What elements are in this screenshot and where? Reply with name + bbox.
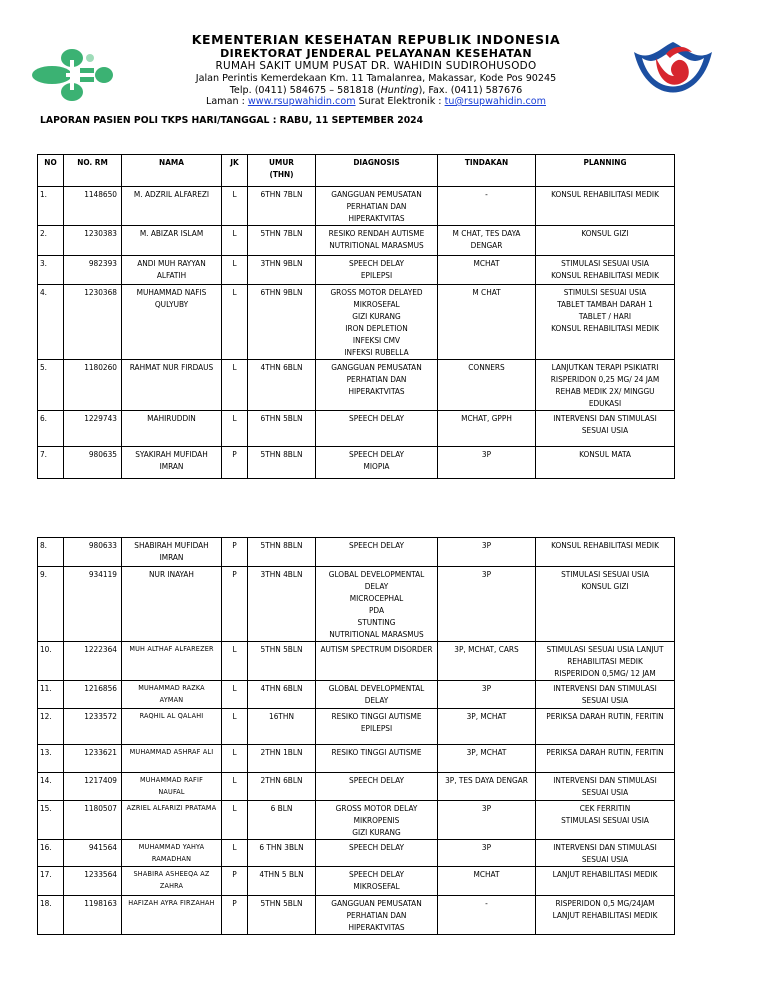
cell-no: 12. (38, 709, 64, 745)
letterhead (30, 30, 720, 110)
table-row (38, 709, 675, 745)
table-header-row (38, 155, 675, 187)
cell-diagnosis: RESIKO TINGGI AUTISME (316, 745, 438, 773)
cell-jk: L (222, 773, 248, 801)
cell-no: 1. (38, 187, 64, 226)
cell-jk: L (222, 745, 248, 773)
header-jk: JK (222, 155, 248, 187)
header-umur: UMUR (THN) (248, 155, 316, 187)
cell-jk: L (222, 709, 248, 745)
header-tindakan: TINDAKAN (438, 155, 536, 187)
cell-rm: 1229743 (64, 411, 122, 447)
cell-jk: L (222, 411, 248, 447)
cell-no: 13. (38, 745, 64, 773)
cell-umur: 6THN 9BLN (248, 285, 316, 360)
table-row (38, 896, 675, 935)
cell-planning: INTERVENSI DAN STIMULASI SESUAI USIA (536, 411, 675, 447)
cell-no: 18. (38, 896, 64, 935)
cell-nama: ANDI MUH RAYYAN ALFATIH (122, 256, 222, 285)
cell-rm: 1217409 (64, 773, 122, 801)
cell-diagnosis: GANGGUAN PEMUSATAN PERHATIAN DAN HIPERAKTVITAS (316, 896, 438, 935)
cell-jk: L (222, 681, 248, 709)
cell-umur: 2THN 6BLN (248, 773, 316, 801)
cell-nama: NUR INAYAH (122, 567, 222, 642)
cell-rm: 1233564 (64, 867, 122, 896)
cell-umur: 5THN 8BLN (248, 538, 316, 567)
cell-diagnosis: SPEECH DELAY MIOPIA (316, 447, 438, 479)
email-link[interactable]: tu@rsupwahidin.com (444, 96, 546, 107)
table-row (38, 360, 675, 411)
cell-diagnosis: GANGGUAN PEMUSATAN PERHATIAN DAN HIPERAKTVITAS (316, 187, 438, 226)
cell-umur: 6THN 5BLN (248, 411, 316, 447)
cell-rm: 1148650 (64, 187, 122, 226)
cell-umur: 3THN 4BLN (248, 567, 316, 642)
cell-nama: MAHIRUDDIN (122, 411, 222, 447)
cell-diagnosis: GLOBAL DEVELOPMENTAL DELAY MICROCEPHAL PDA STUNTING NUTRITIONAL MARASMUS (316, 567, 438, 642)
table-row (38, 447, 675, 479)
cell-rm: 980633 (64, 538, 122, 567)
cell-no: 3. (38, 256, 64, 285)
cell-diagnosis: SPEECH DELAY EPILEPSI (316, 256, 438, 285)
cell-diagnosis: GROSS MOTOR DELAY MIKROPENIS GIZI KURANG (316, 801, 438, 840)
cell-diagnosis: SPEECH DELAY MIKROSEFAL (316, 867, 438, 896)
cell-diagnosis: RESIKO RENDAH AUTISME NUTRITIONAL MARASMUS (316, 226, 438, 256)
cell-no: 11. (38, 681, 64, 709)
cell-planning: KONSUL GIZI (536, 226, 675, 256)
cell-planning: STIMULASI SESUAI USIA LANJUT REHABILITASI MEDIK RISPERIDON 0,5MG/ 12 JAM (536, 642, 675, 681)
cell-no: 14. (38, 773, 64, 801)
cell-nama: MUHAMMAD RAZKA AYMAN (122, 681, 222, 709)
cell-jk: L (222, 256, 248, 285)
cell-diagnosis: GLOBAL DEVELOPMENTAL DELAY (316, 681, 438, 709)
cell-no: 10. (38, 642, 64, 681)
cell-diagnosis: GROSS MOTOR DELAYED MIKROSEFAL GIZI KURANG IRON DEPLETION INFEKSI CMV INFEKSI RUBELLA (316, 285, 438, 360)
header-planning: PLANNING (536, 155, 675, 187)
cell-no: 15. (38, 801, 64, 840)
table-row (38, 567, 675, 642)
cell-planning: KONSUL REHABILITASI MEDIK (536, 538, 675, 567)
cell-umur: 5THN 5BLN (248, 642, 316, 681)
hospital-web: Laman : www.rsupwahidin.com Surat Elektronik : tu@rsupwahidin.com (206, 96, 546, 107)
cell-tindakan: 3P (438, 840, 536, 867)
cell-umur: 5THN 5BLN (248, 896, 316, 935)
cell-umur: 5THN 8BLN (248, 447, 316, 479)
cell-jk: L (222, 226, 248, 256)
directorate-name: DIREKTORAT JENDERAL PELAYANAN KESEHATAN (220, 47, 532, 60)
cell-planning: INTERVENSI DAN STIMULASI SESUAI USIA (536, 681, 675, 709)
cell-nama: SHABIRAH MUFIDAH IMRAN (122, 538, 222, 567)
cell-jk: P (222, 447, 248, 479)
cell-tindakan: 3P, MCHAT, CARS (438, 642, 536, 681)
cell-rm: 1230383 (64, 226, 122, 256)
cell-tindakan: - (438, 896, 536, 935)
kemenkes-logo-icon (30, 46, 114, 104)
cell-tindakan: 3P, MCHAT (438, 745, 536, 773)
cell-tindakan: MCHAT, GPPH (438, 411, 536, 447)
hospital-logo-icon (626, 36, 720, 110)
cell-jk: P (222, 567, 248, 642)
cell-tindakan: CONNERS (438, 360, 536, 411)
table-row (38, 745, 675, 773)
patient-table-part-2 (37, 537, 675, 935)
cell-tindakan: 3P (438, 681, 536, 709)
cell-jk: P (222, 867, 248, 896)
table-row (38, 187, 675, 226)
cell-nama: RAQHIL AL QALAHI (122, 709, 222, 745)
cell-no: 2. (38, 226, 64, 256)
cell-umur: 6THN 7BLN (248, 187, 316, 226)
cell-nama: MUHAMMAD YAHYA RAMADHAN (122, 840, 222, 867)
cell-no: 5. (38, 360, 64, 411)
cell-planning: CEK FERRITIN STIMULASI SESUAI USIA (536, 801, 675, 840)
cell-jk: L (222, 285, 248, 360)
cell-nama: M. ADZRIL ALFAREZI (122, 187, 222, 226)
cell-umur: 4THN 6BLN (248, 360, 316, 411)
cell-no: 17. (38, 867, 64, 896)
header-rm: NO. RM (64, 155, 122, 187)
cell-umur: 6 BLN (248, 801, 316, 840)
cell-nama: MUH ALTHAF ALFAREZER (122, 642, 222, 681)
cell-planning: INTERVENSI DAN STIMULASI SESUAI USIA (536, 773, 675, 801)
cell-tindakan: 3P, TES DAYA DENGAR (438, 773, 536, 801)
cell-nama: MUHAMMAD ASHRAF ALI (122, 745, 222, 773)
cell-jk: P (222, 538, 248, 567)
cell-diagnosis: SPEECH DELAY (316, 840, 438, 867)
cell-rm: 1233621 (64, 745, 122, 773)
cell-rm: 1230368 (64, 285, 122, 360)
cell-rm: 941564 (64, 840, 122, 867)
cell-jk: L (222, 360, 248, 411)
cell-no: 16. (38, 840, 64, 867)
cell-rm: 1216856 (64, 681, 122, 709)
cell-tindakan: 3P (438, 801, 536, 840)
cell-nama: SHABIRA ASHEEQA AZ ZAHRA (122, 867, 222, 896)
cell-no: 7. (38, 447, 64, 479)
website-link[interactable]: www.rsupwahidin.com (247, 96, 356, 107)
cell-diagnosis: SPEECH DELAY (316, 411, 438, 447)
cell-no: 4. (38, 285, 64, 360)
cell-rm: 1222364 (64, 642, 122, 681)
cell-planning: KONSUL REHABILITASI MEDIK (536, 187, 675, 226)
cell-rm: 1233572 (64, 709, 122, 745)
cell-tindakan: M CHAT (438, 285, 536, 360)
cell-tindakan: MCHAT (438, 256, 536, 285)
cell-planning: PERIKSA DARAH RUTIN, FERITIN (536, 745, 675, 773)
cell-umur: 4THN 5 BLN (248, 867, 316, 896)
table-row (38, 801, 675, 840)
patient-table-part-1 (37, 154, 675, 479)
table-row (38, 681, 675, 709)
hospital-name: RUMAH SAKIT UMUM PUSAT DR. WAHIDIN SUDIROHUSODO (215, 60, 537, 72)
cell-diagnosis: GANGGUAN PEMUSATAN PERHATIAN DAN HIPERAKTVITAS (316, 360, 438, 411)
cell-nama: SYAKIRAH MUFIDAH IMRAN (122, 447, 222, 479)
cell-umur: 5THN 7BLN (248, 226, 316, 256)
cell-planning: STIMULASI SESUAI USIA KONSUL REHABILITASI MEDIK (536, 256, 675, 285)
cell-no: 9. (38, 567, 64, 642)
cell-jk: L (222, 642, 248, 681)
cell-umur: 3THN 9BLN (248, 256, 316, 285)
cell-umur: 4THN 6BLN (248, 681, 316, 709)
cell-jk: L (222, 840, 248, 867)
cell-planning: STIMULSI SESUAI USIA TABLET TAMBAH DARAH 1 TABLET / HARI KONSUL REHABILITASI MEDIK (536, 285, 675, 360)
hospital-address: Jalan Perintis Kemerdekaan Km. 11 Tamalanrea, Makassar, Kode Pos 90245 (195, 73, 557, 84)
cell-tindakan: 3P (438, 567, 536, 642)
cell-planning: INTERVENSI DAN STIMULASI SESUAI USIA (536, 840, 675, 867)
cell-rm: 1180260 (64, 360, 122, 411)
cell-no: 8. (38, 538, 64, 567)
hospital-phone: Telp. (0411) 584675 – 581818 (Hunting), Fax. (0411) 587676 (229, 84, 523, 96)
cell-rm: 982393 (64, 256, 122, 285)
cell-rm: 980635 (64, 447, 122, 479)
header-nama: NAMA (122, 155, 222, 187)
letterhead-text (126, 32, 626, 108)
cell-diagnosis: RESIKO TINGGI AUTISME EPILEPSI (316, 709, 438, 745)
ministry-name: KEMENTERIAN KESEHATAN REPUBLIK INDONESIA (191, 32, 561, 47)
report-title: LAPORAN PASIEN POLI TKPS HARI/TANGGAL : RABU, 11 SEPTEMBER 2024 (40, 115, 424, 126)
cell-tindakan: MCHAT (438, 867, 536, 896)
table-row (38, 538, 675, 567)
cell-diagnosis: SPEECH DELAY (316, 773, 438, 801)
table-row (38, 411, 675, 447)
cell-nama: M. ABIZAR ISLAM (122, 226, 222, 256)
cell-rm: 1198163 (64, 896, 122, 935)
cell-planning: LANJUTKAN TERAPI PSIKIATRI RISPERIDON 0,25 MG/ 24 JAM REHAB MEDIK 2X/ MINGGU EDUKASI (536, 360, 675, 411)
cell-rm: 934119 (64, 567, 122, 642)
cell-planning: STIMULASI SESUAI USIA KONSUL GIZI (536, 567, 675, 642)
cell-nama: HAFIZAH AYRA FIRZAHAH (122, 896, 222, 935)
cell-planning: PERIKSA DARAH RUTIN, FERITIN (536, 709, 675, 745)
cell-tindakan: M CHAT, TES DAYA DENGAR (438, 226, 536, 256)
table-row (38, 867, 675, 896)
table-row (38, 226, 675, 256)
cell-tindakan: - (438, 187, 536, 226)
cell-tindakan: 3P, MCHAT (438, 709, 536, 745)
cell-no: 6. (38, 411, 64, 447)
table-row (38, 285, 675, 360)
table-row (38, 840, 675, 867)
cell-umur: 6 THN 3BLN (248, 840, 316, 867)
table-row (38, 773, 675, 801)
cell-tindakan: 3P (438, 538, 536, 567)
cell-umur: 16THN (248, 709, 316, 745)
cell-nama: AZRIEL ALFARIZI PRATAMA (122, 801, 222, 840)
cell-rm: 1180507 (64, 801, 122, 840)
header-no: NO (38, 155, 64, 187)
cell-tindakan: 3P (438, 447, 536, 479)
cell-nama: RAHMAT NUR FIRDAUS (122, 360, 222, 411)
cell-planning: RISPERIDON 0,5 MG/24JAM LANJUT REHABILITASI MEDIK (536, 896, 675, 935)
cell-diagnosis: SPEECH DELAY (316, 538, 438, 567)
table-row (38, 256, 675, 285)
cell-jk: P (222, 896, 248, 935)
cell-umur: 2THN 1BLN (248, 745, 316, 773)
header-diagnosis: DIAGNOSIS (316, 155, 438, 187)
cell-jk: L (222, 801, 248, 840)
cell-planning: KONSUL MATA (536, 447, 675, 479)
cell-diagnosis: AUTISM SPECTRUM DISORDER (316, 642, 438, 681)
table-row (38, 642, 675, 681)
cell-planning: LANJUT REHABILITASI MEDIK (536, 867, 675, 896)
cell-jk: L (222, 187, 248, 226)
cell-nama: MUHAMMAD NAFIS QULYUBY (122, 285, 222, 360)
cell-nama: MUHAMMAD RAFIF NAUFAL (122, 773, 222, 801)
